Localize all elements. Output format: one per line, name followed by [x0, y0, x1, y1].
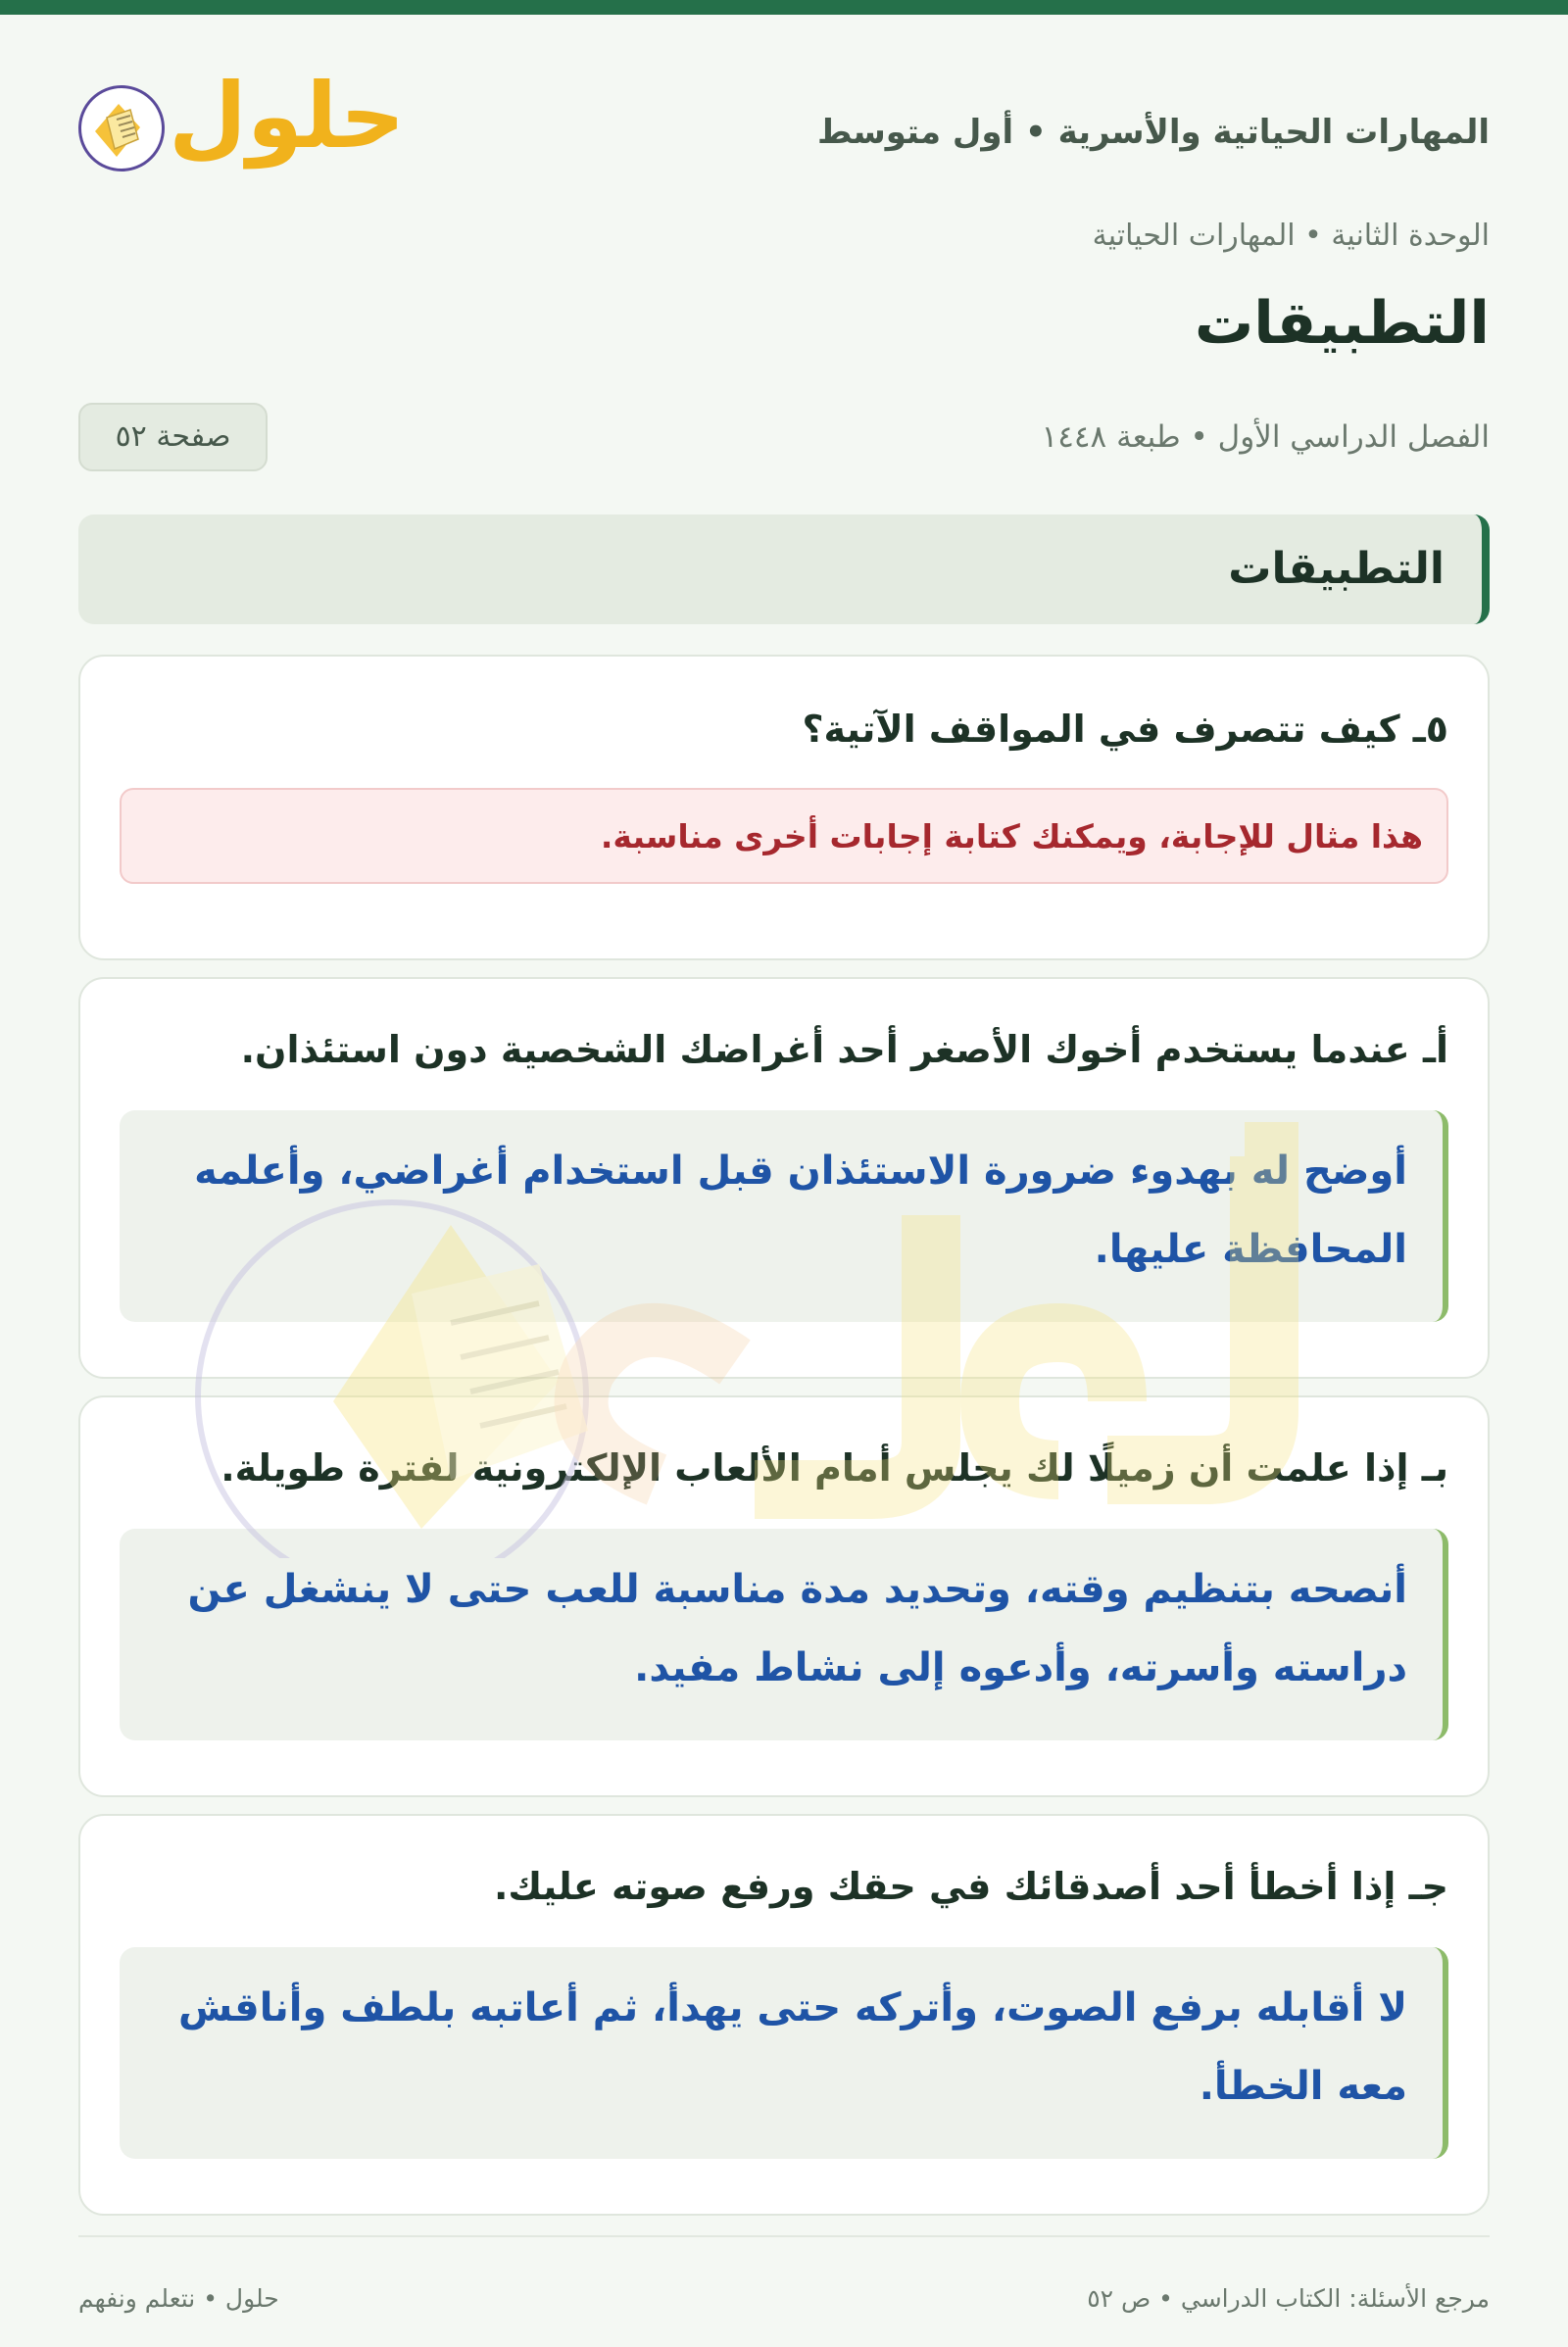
question-text: بـ إذا علمت أن زميلًا لك يجلس أمام الألعاب الإلكترونية لفترة طويلة.	[220, 1446, 1448, 1490]
brand-logo[interactable]	[78, 64, 406, 181]
book-icon	[78, 85, 165, 171]
answer-note	[120, 788, 1448, 884]
question-text: أـ عندما يستخدم أخوك الأصغر أحد أغراضك الشخصية دون استئذان.	[240, 1028, 1448, 1071]
question-text: جـ إذا أخطأ أحد أصدقائك في حقك ورفع صوته عليك.	[494, 1865, 1448, 1908]
logo-wordmark: حلول	[169, 64, 406, 169]
subject-title: المهارات الحياتية والأسرية • أول متوسط	[816, 113, 1490, 152]
answer-box	[120, 1110, 1448, 1322]
answer-text: أوضح له بهدوء ضرورة الاستئذان قبل استخدام أغراضي، وأعلمه المحافظة عليها.	[194, 1149, 1407, 1272]
answer-text: لا أقابله برفع الصوت، وأتركه حتى يهدأ، ثم أعاتبه بلطف وأناقش معه الخطأ.	[177, 1985, 1407, 2109]
question-card-b	[78, 1395, 1490, 1797]
page-title: التطبيقات	[1194, 289, 1490, 358]
section-banner	[78, 514, 1490, 624]
section-title: التطبيقات	[1228, 544, 1445, 594]
question-card-intro	[78, 655, 1490, 960]
page-number-badge: صفحة ٥٢	[78, 403, 268, 471]
question-card-c	[78, 1814, 1490, 2216]
edition-meta: الفصل الدراسي الأول • طبعة ١٤٤٨	[1041, 419, 1490, 455]
note-text: هذا مثال للإجابة، ويمكنك كتابة إجابات أخرى مناسبة.	[600, 817, 1423, 856]
header	[78, 64, 1490, 181]
answer-box	[120, 1947, 1448, 2159]
footer-tagline: حلول • نتعلم ونفهم	[78, 2284, 279, 2313]
footer-divider	[78, 2235, 1490, 2237]
answer-box	[120, 1529, 1448, 1740]
footer-source: مرجع الأسئلة: الكتاب الدراسي • ص ٥٢	[1087, 2284, 1490, 2313]
breadcrumb: الوحدة الثانية • المهارات الحياتية	[1092, 219, 1490, 253]
question-card-a	[78, 977, 1490, 1379]
top-accent-bar	[0, 0, 1568, 15]
question-text: ٥ـ كيف تتصرف في المواقف الآتية؟	[802, 708, 1448, 751]
answer-text: أنصحه بتنظيم وقته، وتحديد مدة مناسبة للعب حتى لا ينشغل عن دراسته وأسرته، وأدعوه إلى نشاط مفيد.	[187, 1567, 1407, 1690]
